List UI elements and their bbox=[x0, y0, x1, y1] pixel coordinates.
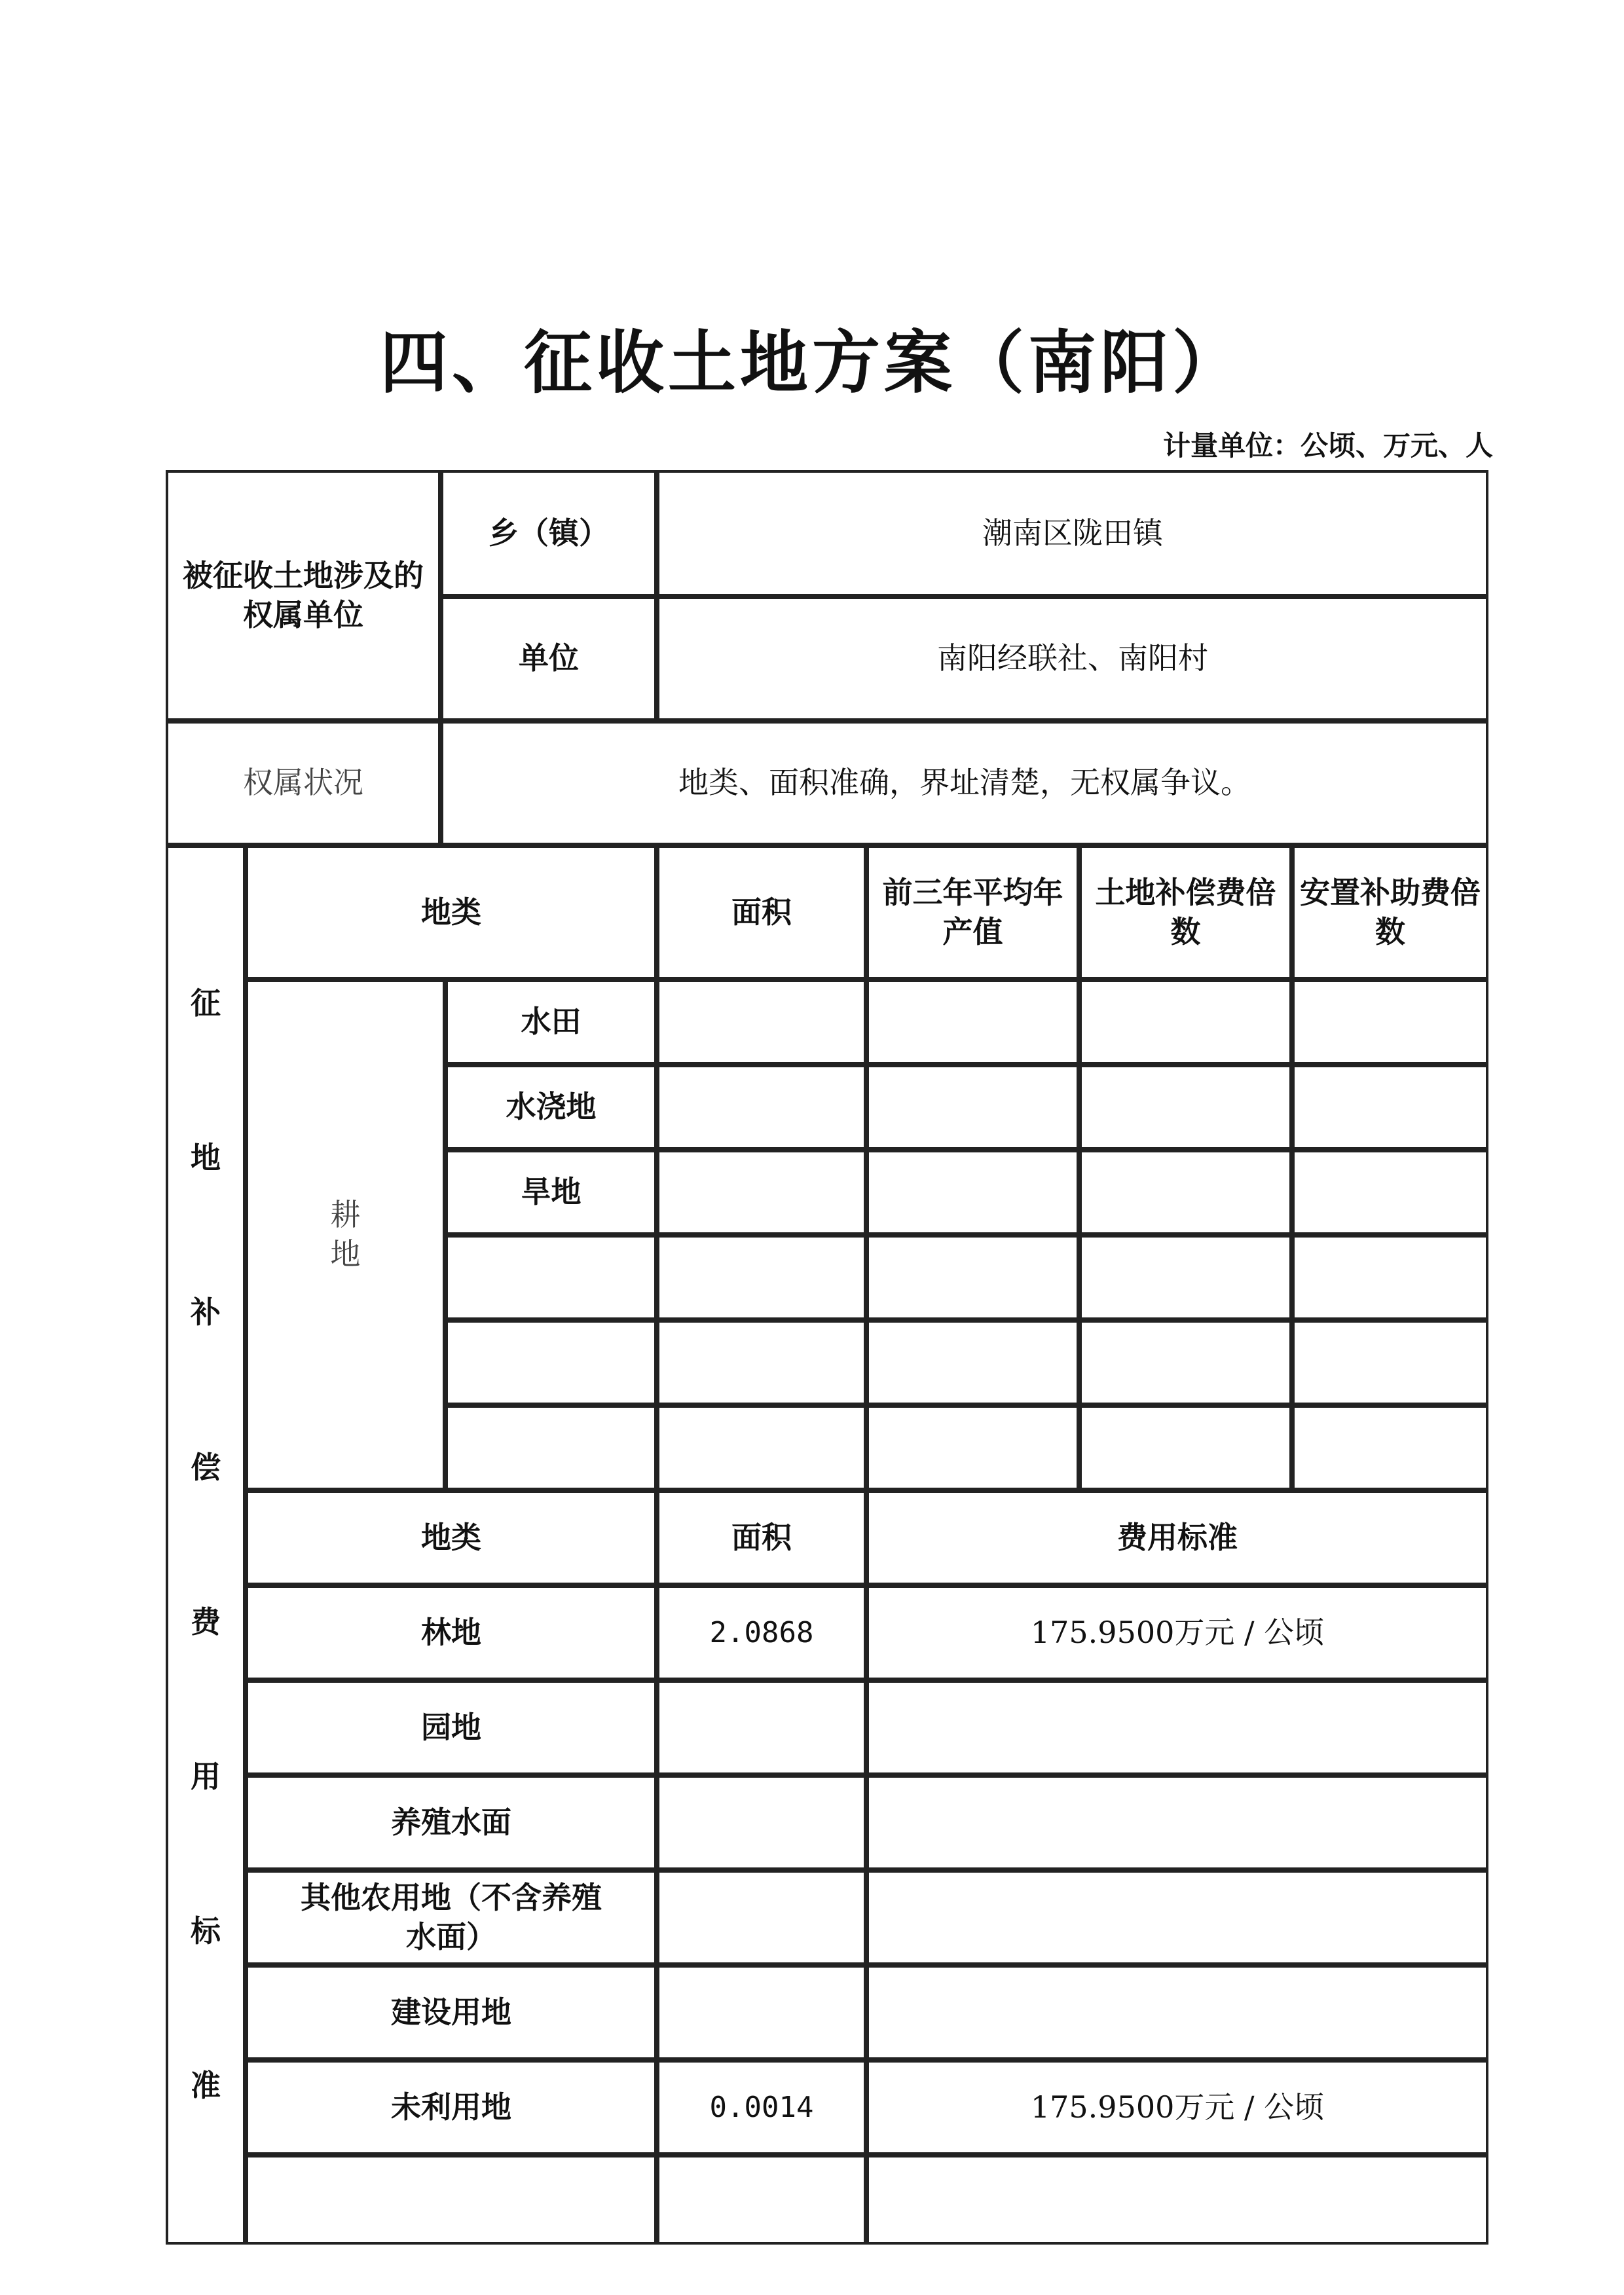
avg-output-value bbox=[866, 1405, 1079, 1490]
header-resettlement-multiple: 安置补助费倍数 bbox=[1292, 845, 1488, 980]
area-value bbox=[657, 1150, 866, 1235]
side-char: 标 bbox=[191, 1913, 221, 1949]
other-header-standard: 费用标准 bbox=[866, 1490, 1488, 1585]
other-area-value bbox=[657, 1775, 866, 1870]
land-multiple-value bbox=[1079, 1235, 1292, 1320]
land-type-name: 旱地 bbox=[445, 1150, 657, 1235]
other-area-value: 0.0014 bbox=[657, 2060, 866, 2155]
land-type-name: 水浇地 bbox=[445, 1065, 657, 1150]
area-value bbox=[657, 1065, 866, 1150]
group-char: 地 bbox=[330, 1236, 361, 1272]
other-standard-value bbox=[866, 2155, 1488, 2245]
side-char: 偿 bbox=[191, 1449, 221, 1485]
land-multiple-value bbox=[1079, 1320, 1292, 1405]
land-type-name: 水田 bbox=[445, 980, 657, 1065]
header-land-compensation-multiple: 土地补偿费倍数 bbox=[1079, 845, 1292, 980]
header-land-type: 地类 bbox=[246, 845, 657, 980]
area-value bbox=[657, 980, 866, 1065]
land-type-name bbox=[445, 1320, 657, 1405]
other-land-type-name: 林地 bbox=[246, 1585, 657, 1680]
other-land-type-name: 其他农用地（不含养殖水面） bbox=[246, 1870, 657, 1965]
area-value bbox=[657, 1235, 866, 1320]
header-area: 面积 bbox=[657, 845, 866, 980]
avg-output-value bbox=[866, 1065, 1079, 1150]
status-value: 地类、面积准确，界址清楚，无权属争议。 bbox=[441, 721, 1488, 845]
other-land-type-name: 园地 bbox=[246, 1680, 657, 1775]
other-area-value: 2.0868 bbox=[657, 1585, 866, 1680]
land-multiple-value bbox=[1079, 980, 1292, 1065]
status-label: 权属状况 bbox=[166, 721, 441, 845]
unit-value: 南阳经联社、南阳村 bbox=[657, 597, 1488, 721]
group-char: 耕 bbox=[330, 1197, 361, 1233]
other-header-land-type: 地类 bbox=[246, 1490, 657, 1585]
avg-output-value bbox=[866, 1150, 1079, 1235]
other-standard-value bbox=[866, 1870, 1488, 1965]
other-land-type-name: 建设用地 bbox=[246, 1965, 657, 2060]
side-char: 地 bbox=[191, 1140, 221, 1176]
resettle-multiple-value bbox=[1292, 1405, 1488, 1490]
town-label: 乡（镇） bbox=[441, 470, 657, 597]
other-standard-value bbox=[866, 1775, 1488, 1870]
other-land-type-name bbox=[246, 2155, 657, 2245]
land-multiple-value bbox=[1079, 1150, 1292, 1235]
resettle-multiple-value bbox=[1292, 1150, 1488, 1235]
other-area-value bbox=[657, 2155, 866, 2245]
side-char: 准 bbox=[191, 2068, 221, 2104]
compensation-standard-side-label bbox=[166, 845, 246, 2245]
resettle-multiple-value bbox=[1292, 1235, 1488, 1320]
side-char: 征 bbox=[191, 985, 221, 1021]
land-type-name bbox=[445, 1405, 657, 1490]
avg-output-value bbox=[866, 980, 1079, 1065]
page-title: 四、征收土地方案（南阳） bbox=[379, 322, 1244, 403]
measurement-unit: 计量单位：公顷、万元、人 bbox=[1162, 430, 1493, 462]
land-multiple-value bbox=[1079, 1065, 1292, 1150]
town-value: 潮南区陇田镇 bbox=[657, 470, 1488, 597]
resettle-multiple-value bbox=[1292, 1320, 1488, 1405]
cultivated-land-group-label bbox=[246, 980, 445, 1490]
other-area-value bbox=[657, 1965, 866, 2060]
header-avg-output: 前三年平均年产值 bbox=[866, 845, 1079, 980]
avg-output-value bbox=[866, 1320, 1079, 1405]
resettle-multiple-value bbox=[1292, 980, 1488, 1065]
other-area-value bbox=[657, 1680, 866, 1775]
other-standard-value: 175.9500万元 / 公顷 bbox=[866, 1585, 1488, 1680]
other-header-area: 面积 bbox=[657, 1490, 866, 1585]
area-value bbox=[657, 1320, 866, 1405]
other-area-value bbox=[657, 1870, 866, 1965]
resettle-multiple-value bbox=[1292, 1065, 1488, 1150]
other-standard-value bbox=[866, 1680, 1488, 1775]
ownership-label: 被征收土地涉及的权属单位 bbox=[166, 470, 441, 721]
other-standard-value: 175.9500万元 / 公顷 bbox=[866, 2060, 1488, 2155]
unit-label: 单位 bbox=[441, 597, 657, 721]
area-value bbox=[657, 1405, 866, 1490]
avg-output-value bbox=[866, 1235, 1079, 1320]
land-type-name bbox=[445, 1235, 657, 1320]
land-acquisition-form bbox=[167, 471, 1490, 2246]
side-char: 费 bbox=[191, 1604, 221, 1640]
side-char: 用 bbox=[191, 1758, 221, 1794]
other-land-type-name: 养殖水面 bbox=[246, 1775, 657, 1870]
land-multiple-value bbox=[1079, 1405, 1292, 1490]
other-land-type-name: 未利用地 bbox=[246, 2060, 657, 2155]
other-standard-value bbox=[866, 1965, 1488, 2060]
side-char: 补 bbox=[191, 1294, 221, 1331]
